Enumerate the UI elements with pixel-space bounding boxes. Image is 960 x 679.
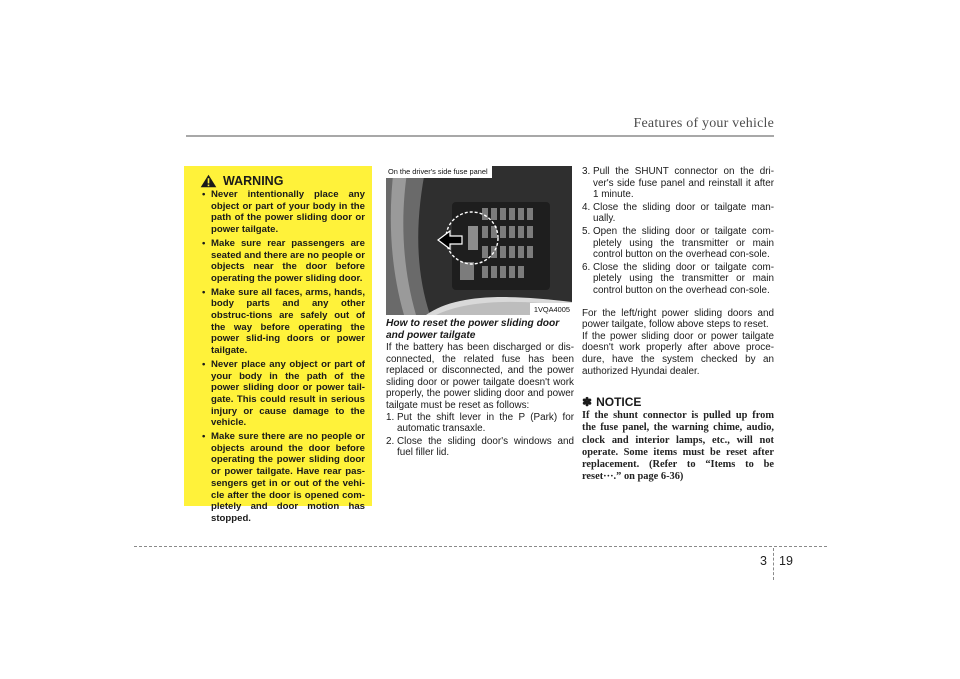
notice-star-icon: ✽ [582,395,593,410]
notice-title: NOTICE [596,395,642,410]
reset-steps-a [386,412,574,459]
warning-title: WARNING [223,174,284,188]
warning-triangle-icon [200,174,217,188]
page-number-divider [773,548,774,580]
notice-text: If the shunt connector is pulled up from the fuse panel, the warning chime, audio, clock and interior lamps, etc., will not operate. Some items must be reset after replacement. (Refer to “Items to be reset···.” on page 6-36) [582,410,774,483]
warning-item: • Make sure rear passengers are seated and there are no people or objects near the door before operating the power sliding door. [192,238,365,285]
reset-heading: How to reset the power sliding door and power tailgate [386,318,560,341]
reset-steps-b [582,166,774,297]
warning-box [184,166,372,524]
reset-column-continued [582,166,774,483]
header-title: Features of your vehicle [633,116,774,131]
fuse-panel-figure [386,166,572,315]
step-item: 5. Open the sliding door or tailgate com-pletely using the transmitter or main control button on the overhead con-sole. [582,225,774,261]
page-chapter: 3 [760,554,767,568]
fuse-panel-illustration [386,166,572,315]
reset-para-1: For the left/right power sliding doors and power tailgate, follow above steps to reset. [582,307,774,331]
step-item: 3. Pull the SHUNT connector on the dri-ver's side fuse panel and reinstall it after 1 minute. [582,166,774,201]
reset-column [386,318,574,460]
figure-caption: On the driver's side fuse panel [386,166,492,178]
reset-para-2: If the power sliding door or power tailgate doesn't work properly after above proce-dure, have the system checked by an authorized Hyundai dealer. [582,330,774,377]
warning-list [192,189,365,525]
notice-header [582,395,774,409]
warning-header [200,174,365,188]
header-rule [186,135,774,137]
reset-intro: If the battery has been discharged or dis-connected, the related fuse has been replaced or disconnected, and the power sliding door or power tailgate doesn't work properly, the power sliding door and power tailgate must be reset as follows: [386,342,574,411]
footer-rule [134,546,827,547]
figure-code: 1VQA4005 [530,303,572,315]
step-item: 4. Close the sliding door or tailgate man-ually. [582,201,774,225]
warning-item: • Never place any object or part of your body in the path of the power sliding door or power tail-gate. This could result in serious injury or cause damage to the vehicle. [192,359,365,429]
warning-item: • Make sure all faces, arms, hands, body parts and any other obstruc-tions are safely out of the way before operating the power slid-ing doors or power tailgate. [192,287,365,357]
step-item: 1. Put the shift lever in the P (Park) for automatic transaxle. [386,411,574,435]
page-number: 19 [779,554,793,568]
step-item: 2. Close the sliding door's windows and fuel filler lid. [386,435,574,459]
step-item: 6. Close the sliding door or tailgate com-pletely using the transmitter or main control button on the overhead con-sole. [582,261,774,296]
warning-item: • Make sure there are no people or objects around the door before operating the power sliding door or power tailgate. Have rear pas-sengers get in or out of the vehi-cle after the door is opened com-pletely and door motion has stopped. [192,431,365,525]
warning-item: • Never intentionally place any object or part of your body in the path of the power sliding door or power tailgate. [192,189,365,236]
